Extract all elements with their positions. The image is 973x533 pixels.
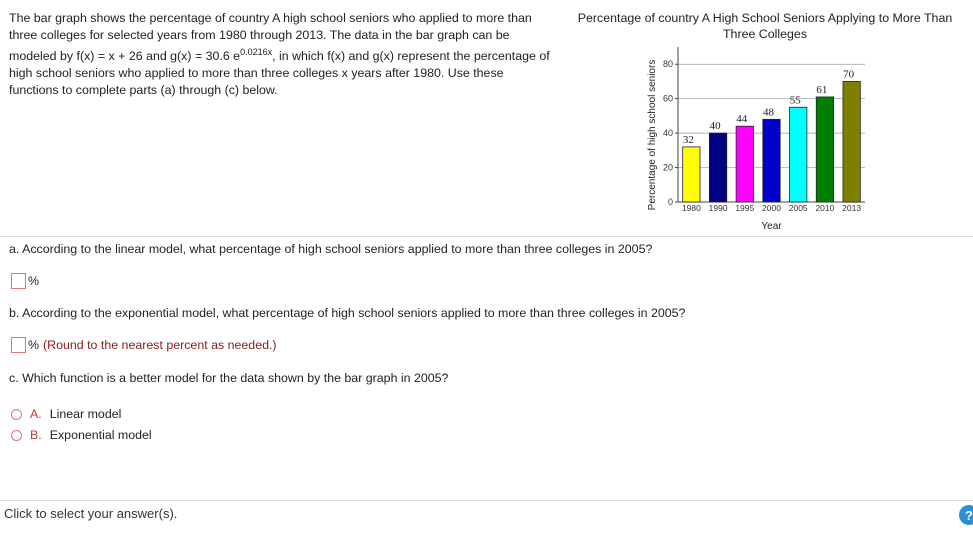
answer-a-unit: % [28, 274, 40, 288]
y-tick-label: 80 [662, 59, 673, 70]
bar-1990 [709, 133, 726, 202]
x-axis-label: Year [761, 221, 782, 232]
y-axis-label: Percentage of high school seniors [647, 59, 658, 211]
x-tick-label: 2005 [788, 203, 808, 213]
question-b: b. According to the exponential model, what percentage of high school seniors applied to more than three colleges in 2005? [9, 306, 686, 320]
question-c: c. Which function is a better model for the data shown by the bar graph in 2005? [9, 371, 449, 385]
data-label: 55 [789, 94, 801, 107]
y-tick-label: 40 [662, 128, 673, 139]
answer-b-input[interactable] [11, 337, 26, 353]
y-tick-label: 60 [662, 93, 673, 104]
bar-2010 [816, 97, 833, 202]
x-tick-label: 2013 [842, 203, 862, 213]
y-tick-label: 20 [662, 162, 673, 173]
data-label: 70 [843, 68, 855, 81]
option-label: Exponential model [49, 428, 152, 442]
answer-b-row [11, 336, 277, 354]
problem-text-1: The bar graph shows the percentage of country A high school seniors who applied to more than three colleges for selected years from 1980 through 2013. The data in the bar graph can be modeled by f(x) = x + 26 and g(x) = 30.6 e [9, 11, 532, 64]
x-tick-label: 1995 [735, 203, 755, 213]
option-exponential-model[interactable] [11, 428, 152, 442]
answer-b-unit: % [28, 338, 40, 352]
help-icon[interactable]: ? [959, 505, 973, 525]
x-tick-label: 1980 [681, 203, 701, 213]
chart-title: Percentage of country A High School Seniors Applying to More Than Three Colleges [577, 11, 953, 41]
status-text: Click to select your answer(s). [4, 506, 178, 521]
problem-text-2: , in which f(x) and g(x) represent the percentage of high school seniors who applied to more than three colleges x years after 1980. Use these functions to complete parts (a) through (c) below. [9, 49, 550, 98]
bar-1995 [736, 126, 753, 202]
problem-exponent: 0.0216x [240, 47, 273, 57]
answer-b-hint: (Round to the nearest percent as needed.) [43, 338, 277, 352]
bar-1980 [683, 147, 700, 202]
option-letter: A. [30, 407, 42, 421]
y-tick-label: 0 [667, 197, 673, 207]
answer-a-input[interactable] [11, 273, 26, 289]
question-a: a. According to the linear model, what percentage of high school seniors applied to more than three colleges in 2005? [9, 242, 653, 256]
footer-divider [0, 500, 973, 501]
data-label: 48 [763, 106, 774, 119]
data-label: 32 [682, 133, 694, 146]
data-label: 44 [736, 113, 748, 126]
bar-2013 [843, 81, 860, 202]
bar-chart [640, 45, 880, 235]
x-tick-label: 2010 [815, 203, 835, 213]
answer-a-row [11, 272, 39, 290]
bar-2005 [790, 107, 807, 202]
x-tick-label: 1990 [708, 203, 728, 213]
radio-circle-icon[interactable] [11, 409, 22, 420]
option-label: Linear model [49, 407, 122, 421]
divider [0, 236, 973, 237]
data-label: 61 [816, 83, 828, 96]
problem-statement [9, 10, 554, 99]
data-label: 40 [709, 120, 721, 133]
bar-2000 [763, 119, 780, 202]
x-tick-label: 2000 [762, 203, 781, 213]
option-letter: B. [30, 428, 42, 442]
option-linear-model[interactable] [11, 407, 121, 421]
radio-circle-icon[interactable] [11, 430, 22, 441]
